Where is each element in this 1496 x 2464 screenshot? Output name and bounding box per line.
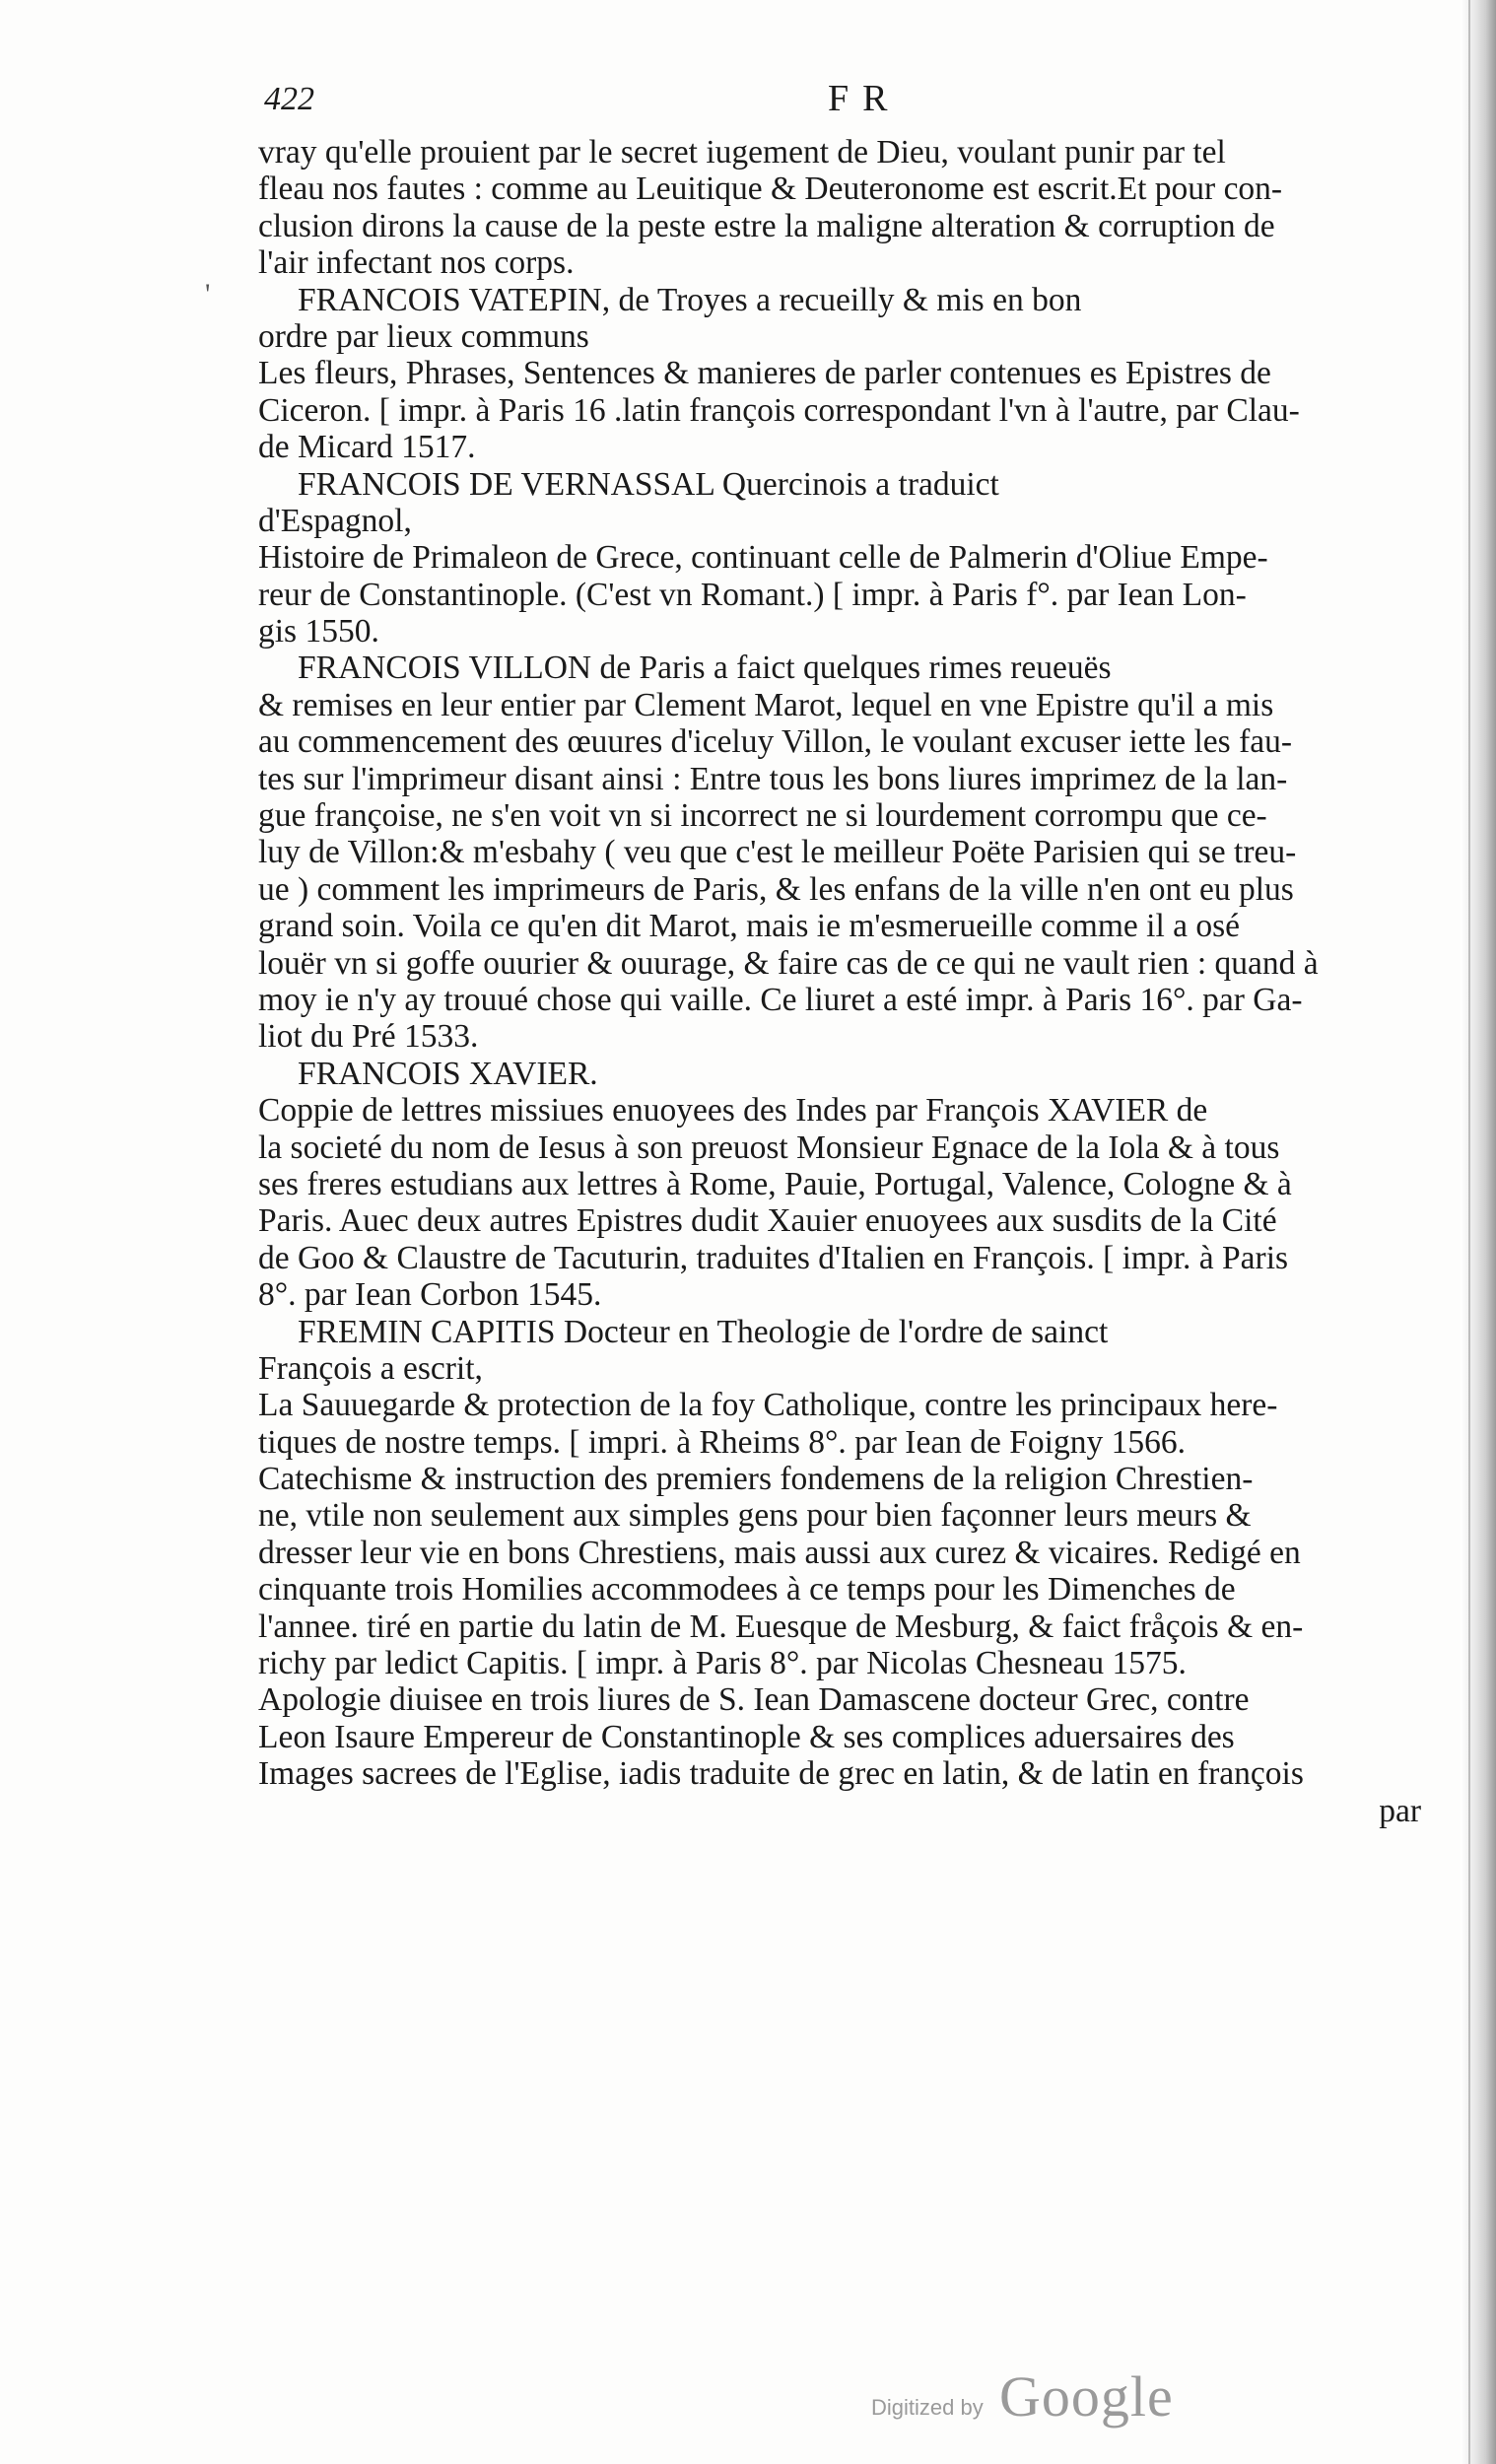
text-line: Images sacrees de l'Eglise, iadis traduite de grec en latin, & de latin en françois	[258, 1755, 1304, 1793]
text-line: moy ie n'y ay trouué chose qui vaille. Ce liuret a esté impr. à Paris 16°. par Ga-	[258, 981, 1303, 1018]
text-line: Ciceron. [ impr. à Paris 16 .latin françois correspondant l'vn à l'autre, par Clau-	[258, 391, 1300, 429]
text-line: vray qu'elle prouient par le secret iugement de Dieu, voulant punir par tel	[258, 134, 1226, 171]
page-gutter-line	[1468, 0, 1470, 2464]
text-line: reur de Constantinople. (C'est vn Romant.) [ impr. à Paris f°. par Iean Lon-	[258, 576, 1247, 613]
text-line: gis 1550.	[258, 613, 379, 650]
text-line: l'air infectant nos corps.	[258, 244, 575, 282]
text-line: Catechisme & instruction des premiers fondemens de la religion Chrestien-	[258, 1461, 1254, 1498]
running-head: FR	[828, 78, 902, 119]
text-line: ordre par lieux communs	[258, 317, 589, 355]
entry-heading-francois-vatepin: FRANCOIS VATEPIN, de Troyes a recueilly & mis en bon	[298, 281, 1082, 318]
body-text	[258, 134, 1421, 1829]
text-line: La Sauuegarde & protection de la foy Catholique, contre les principaux here-	[258, 1387, 1278, 1424]
text-line: l'annee. tiré en partie du latin de M. Euesque de Mesburg, & faict fråçois & en-	[258, 1608, 1304, 1645]
watermark-prefix: Digitized by	[871, 2395, 984, 2420]
page-gutter-shadow	[1461, 0, 1496, 2464]
text-line: au commencement des œuures d'iceluy Villon, le voulant excuser iette les fau-	[258, 723, 1293, 761]
text-line: Histoire de Primaleon de Grece, continuant celle de Palmerin d'Oliue Empe-	[258, 539, 1268, 577]
margin-mark: '	[205, 278, 211, 310]
text-line: 8°. par Iean Corbon 1545.	[258, 1276, 602, 1314]
text-line: & remises en leur entier par Clement Marot, lequel en vne Epistre qu'il a mis	[258, 686, 1274, 723]
text-line: Leon Isaure Empereur de Constantinople & ses complices aduersaires des	[258, 1718, 1235, 1755]
entry-heading-francois-villon: FRANCOIS VILLON de Paris a faict quelques rimes reueuës	[298, 650, 1112, 687]
text-line: ses freres estudians aux lettres à Rome, Pauie, Portugal, Valence, Cologne & à	[258, 1165, 1292, 1202]
text-line: gue françoise, ne s'en voit vn si incorrect ne si lourdement corrompu que ce-	[258, 797, 1267, 835]
text-line: tiques de nostre temps. [ impri. à Rheims 8°. par Iean de Foigny 1566.	[258, 1423, 1186, 1461]
text-line: louër vn si goffe ouurier & ouurage, & faire cas de ce qui ne vault rien : quand à	[258, 944, 1319, 982]
text-line: cinquante trois Homilies accommodees à ce temps pour les Dimenches de	[258, 1571, 1236, 1608]
digitized-by-google-watermark	[871, 2363, 1285, 2432]
text-line: clusion dirons la cause de la peste estre la maligne alteration & corruption de	[258, 207, 1275, 244]
text-line: luy de Villon:& m'esbahy ( veu que c'est le meilleur Poëte Parisien qui se treu-	[258, 834, 1297, 871]
text-line: fleau nos fautes : comme au Leuitique & Deuteronome est escrit.Et pour con-	[258, 171, 1283, 208]
entry-heading-fremin-capitis: FREMIN CAPITIS Docteur en Theologie de l'ordre de sainct	[298, 1313, 1109, 1350]
text-line: ue ) comment les imprimeurs de Paris, & les enfans de la ville n'en ont eu plus	[258, 870, 1294, 908]
text-line: tes sur l'imprimeur disant ainsi : Entre tous les bons liures imprimez de la lan-	[258, 760, 1288, 797]
text-line: dresser leur vie en bons Chrestiens, mais aussi aux curez & vicaires. Redigé en	[258, 1534, 1301, 1571]
text-line: de Goo & Claustre de Tacuturin, traduites d'Italien en François. [ impr. à Paris	[258, 1239, 1289, 1276]
text-line: ne, vtile non seulement aux simples gens pour bien façonner leurs meurs &	[258, 1497, 1252, 1535]
entry-heading-francois-de-vernassal: FRANCOIS DE VERNASSAL Quercinois a traduict	[298, 465, 999, 503]
page-number: 422	[264, 81, 314, 117]
catchword: par	[1379, 1792, 1421, 1829]
text-line: de Micard 1517.	[258, 429, 476, 466]
text-line: liot du Pré 1533.	[258, 1018, 479, 1056]
entry-heading-francois-xavier: FRANCOIS XAVIER.	[298, 1055, 598, 1092]
text-line: Apologie diuisee en trois liures de S. Iean Damascene docteur Grec, contre	[258, 1681, 1250, 1719]
text-line: la societé du nom de Iesus à son preuost Monsieur Egnace de la Iola & à tous	[258, 1129, 1280, 1166]
text-line: Coppie de lettres missiues enuoyees des Indes par François XAVIER de	[258, 1092, 1208, 1129]
text-line: Les fleurs, Phrases, Sentences & manieres de parler contenues es Epistres de	[258, 355, 1271, 392]
text-line: richy par ledict Capitis. [ impr. à Paris 8°. par Nicolas Chesneau 1575.	[258, 1645, 1187, 1682]
text-line: grand soin. Voila ce qu'en dit Marot, mais ie m'esmerueille comme il a osé	[258, 908, 1241, 945]
text-line: François a escrit,	[258, 1349, 483, 1387]
text-line: d'Espagnol,	[258, 502, 412, 539]
page-header	[0, 78, 1496, 130]
google-logo: Google	[999, 2364, 1174, 2429]
text-line: Paris. Auec deux autres Epistres dudit Xauier enuoyees aux susdits de la Cité	[258, 1202, 1277, 1240]
